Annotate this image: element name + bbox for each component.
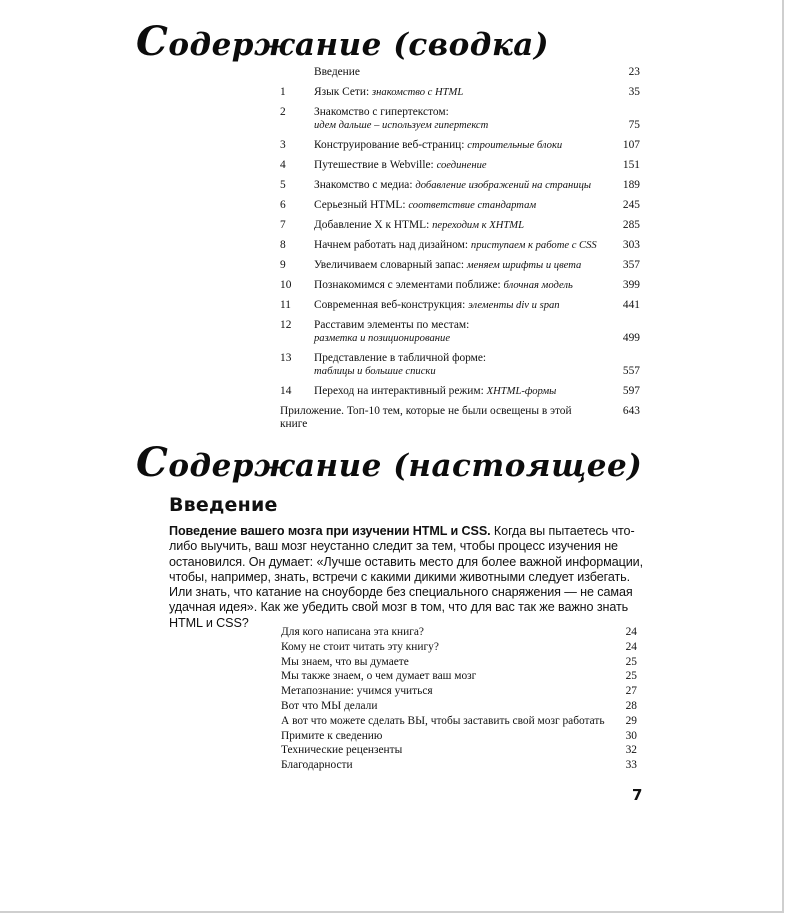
toc-entry-page: 303 <box>622 239 640 251</box>
toc-entry-text: Знакомство с гипертекстом: <box>314 106 449 118</box>
toc-entry-title <box>314 385 600 398</box>
toc-appendix-title: Приложение. Топ-10 тем, которые не были освещены в этой книге <box>280 405 572 430</box>
toc-entry-title <box>314 279 600 292</box>
toc-entry-text: Знакомство с медиа: <box>314 179 416 191</box>
toc-entry-number: 14 <box>280 385 292 397</box>
intro-toc-entry-title: Вот что МЫ делали <box>281 699 378 712</box>
intro-toc-entry-page: 25 <box>625 670 637 683</box>
toc-entry-text: Серьезный HTML: <box>314 199 409 211</box>
toc-entry[interactable] <box>280 139 640 152</box>
intro-toc-entry-page: 33 <box>625 759 637 772</box>
toc-entry[interactable] <box>280 66 640 79</box>
intro-toc-entry[interactable] <box>281 758 637 773</box>
toc-entry-subtitle: переходим к XHTML <box>432 220 524 231</box>
toc-entry-page: 357 <box>622 259 640 271</box>
toc-entry[interactable] <box>280 385 640 398</box>
toc-entry[interactable] <box>280 352 640 378</box>
toc-entry[interactable] <box>280 279 640 292</box>
toc-entry-page: 23 <box>628 66 640 78</box>
intro-toc-entry-page: 25 <box>625 655 637 668</box>
toc-entry-text: Добавление X к HTML: <box>314 219 433 231</box>
toc-entry-subtitle: меняем шрифты и цвета <box>466 260 582 271</box>
toc-entry-subtitle: добавление изображений на страницы <box>415 180 592 191</box>
toc-entry-page: 285 <box>622 219 640 231</box>
toc-entry-subtitle: разметка и позиционирование <box>314 333 451 344</box>
toc-entry-page: 189 <box>622 179 640 191</box>
toc-entry[interactable] <box>280 159 640 172</box>
intro-toc-entry[interactable] <box>281 684 637 699</box>
summary-title <box>136 18 549 65</box>
toc-entry-page: 245 <box>622 199 640 211</box>
intro-toc-entry-title: Мы знаем, что вы думаете <box>281 655 409 668</box>
toc-entry-title <box>314 199 600 212</box>
toc-entry-number: 9 <box>280 259 286 271</box>
toc-entry-number: 1 <box>280 86 286 98</box>
toc-entry-page: 151 <box>622 159 640 171</box>
intro-toc-entry-page: 24 <box>625 640 637 653</box>
intro-toc-entry-page: 29 <box>625 714 637 727</box>
toc-entry-page: 35 <box>628 86 640 98</box>
toc-entry[interactable] <box>280 199 640 212</box>
intro-toc-entry[interactable] <box>281 729 637 744</box>
toc-entry-text: Увеличиваем словарный запас: <box>314 259 467 271</box>
toc-entry-text: Конструирование веб-страниц: <box>314 139 468 151</box>
toc-entry-page: 557 <box>622 365 640 377</box>
intro-toc-entry-title: Метапознание: учимся учиться <box>281 685 433 698</box>
toc-entry-title <box>314 66 600 79</box>
toc-entry-text: Начнем работать над дизайном: <box>314 239 471 251</box>
toc-entry-number: 10 <box>280 279 292 291</box>
intro-toc-entry-page: 28 <box>625 699 637 712</box>
toc-entry-title <box>314 259 600 272</box>
toc-entry-subtitle: приступаем к работе с CSS <box>470 240 597 251</box>
page-number: 7 <box>632 786 643 804</box>
toc-entry-number: 3 <box>280 139 286 151</box>
toc-entry-number: 13 <box>280 352 292 364</box>
toc-entry-number: 7 <box>280 219 286 231</box>
toc-entry[interactable] <box>280 299 640 312</box>
toc-entry-text: Представление в табличной форме: <box>314 352 487 364</box>
toc-entry-page: 107 <box>622 139 640 151</box>
toc-entry-number: 2 <box>280 106 286 118</box>
toc-entry-text: Язык Сети: <box>314 86 373 98</box>
intro-toc-entry[interactable] <box>281 743 637 758</box>
toc-entry-subtitle: соединение <box>436 160 487 171</box>
toc-entry-text: Переход на интерактивный режим: <box>314 385 487 397</box>
intro-toc-entry[interactable] <box>281 640 637 655</box>
toc-entry-title <box>314 86 600 99</box>
intro-toc-entry-title: Технические рецензенты <box>281 744 403 757</box>
intro-toc-entry[interactable] <box>281 699 637 714</box>
intro-toc-entry[interactable] <box>281 625 637 640</box>
toc-entry-page: 75 <box>628 119 640 131</box>
toc-entry-text: Расставим элементы по местам: <box>314 319 470 331</box>
intro-lead-bold: Поведение вашего мозга при изучении HTML и CSS. <box>169 524 491 538</box>
toc-entry-title <box>314 179 600 192</box>
toc-entry-title <box>314 139 600 152</box>
intro-toc-entry[interactable] <box>281 655 637 670</box>
section-intro-paragraph <box>169 524 654 631</box>
toc-entry-page: 399 <box>622 279 640 291</box>
intro-toc-entry-title: Для кого написана эта книга? <box>281 626 424 638</box>
intro-toc-entry[interactable] <box>281 714 637 729</box>
toc-entry-title <box>314 299 600 312</box>
toc-entry[interactable] <box>280 319 640 345</box>
toc-entry-subtitle: блочная модель <box>503 280 573 291</box>
toc-entry-number: 8 <box>280 239 286 251</box>
intro-toc <box>281 625 637 773</box>
intro-toc-entry-title: А вот что можете сделать ВЫ, чтобы заставить свой мозг работать <box>281 714 605 727</box>
toc-entry-text: Введение <box>314 66 360 78</box>
toc-entry-number: 11 <box>280 299 291 311</box>
toc-entry-subtitle: строительные блоки <box>467 140 563 151</box>
toc-entry-number: 4 <box>280 159 286 171</box>
toc-entry-text: Путешествие в Webville: <box>314 159 437 171</box>
intro-toc-entry-page: 27 <box>625 685 637 698</box>
full-toc-title <box>136 439 642 486</box>
toc-entry-title <box>314 239 600 252</box>
toc-entry[interactable] <box>280 86 640 99</box>
toc-entry-title <box>314 159 600 172</box>
section-heading: Введение <box>169 494 278 516</box>
intro-toc-entry-title: Примите к сведению <box>281 729 383 742</box>
toc-entry-title <box>314 219 600 232</box>
toc-entry-text: Современная веб-конструкция: <box>314 299 469 311</box>
toc-entry-subtitle: идем дальше – используем гипертекст <box>314 120 489 131</box>
summary-toc <box>280 66 640 431</box>
toc-entry-page: 441 <box>622 299 640 311</box>
toc-entry-number: 12 <box>280 319 292 331</box>
toc-entry-subtitle: элементы div и span <box>468 300 560 311</box>
intro-toc-entry-title: Кому не стоит читать эту книгу? <box>281 640 439 653</box>
toc-entry-number: 6 <box>280 199 286 211</box>
toc-entry-title <box>314 106 600 132</box>
toc-entry[interactable] <box>280 239 640 252</box>
toc-entry-title <box>314 319 600 345</box>
toc-entry[interactable] <box>280 219 640 232</box>
toc-entry-subtitle: соответствие стандартам <box>408 200 537 211</box>
toc-entry[interactable] <box>280 179 640 192</box>
toc-entry-text: Познакомимся с элементами поближе: <box>314 279 504 291</box>
toc-entry-page: 499 <box>622 332 640 344</box>
toc-appendix[interactable] <box>280 405 640 431</box>
toc-entry-title <box>314 352 600 378</box>
intro-toc-entry-page: 24 <box>625 626 637 638</box>
intro-lead-text: Когда вы пытаетесь что-либо выучить, ваш мозг неустанно следит за тем, чтобы процесс изучения не остановился. Он думает: «Лучше оставить место для более важной информации, чтобы, например, знать, встречи с какими дикими животными следует избегать. Или знать, что катание на сноуборде без специального снаряжения — не самая удачная идея». Как же убедить свой мозг в том, что для вас так же важно знать HTML и CSS? <box>169 524 643 630</box>
intro-toc-entry-title: Мы также знаем, о чем думает ваш мозг <box>281 670 477 683</box>
summary-title-initial: С <box>136 18 169 65</box>
toc-entry[interactable] <box>280 106 640 132</box>
intro-toc-entry-title: Благодарности <box>281 759 353 772</box>
full-toc-title-initial: С <box>136 439 169 486</box>
toc-entry-subtitle: знакомство с HTML <box>372 87 464 98</box>
toc-entry-subtitle: XHTML-формы <box>486 386 557 397</box>
summary-title-rest: одержание (сводка) <box>168 27 550 63</box>
toc-appendix-page: 643 <box>622 405 640 417</box>
toc-entry-page: 597 <box>622 385 640 397</box>
full-toc-title-rest: одержание (настоящее) <box>168 448 643 484</box>
intro-toc-entry-page: 32 <box>625 744 637 757</box>
toc-entry[interactable] <box>280 259 640 272</box>
intro-toc-entry-page: 30 <box>625 729 637 742</box>
intro-toc-entry[interactable] <box>281 669 637 684</box>
toc-entry-number: 5 <box>280 179 286 191</box>
toc-entry-subtitle: таблицы и большие списки <box>314 366 436 377</box>
